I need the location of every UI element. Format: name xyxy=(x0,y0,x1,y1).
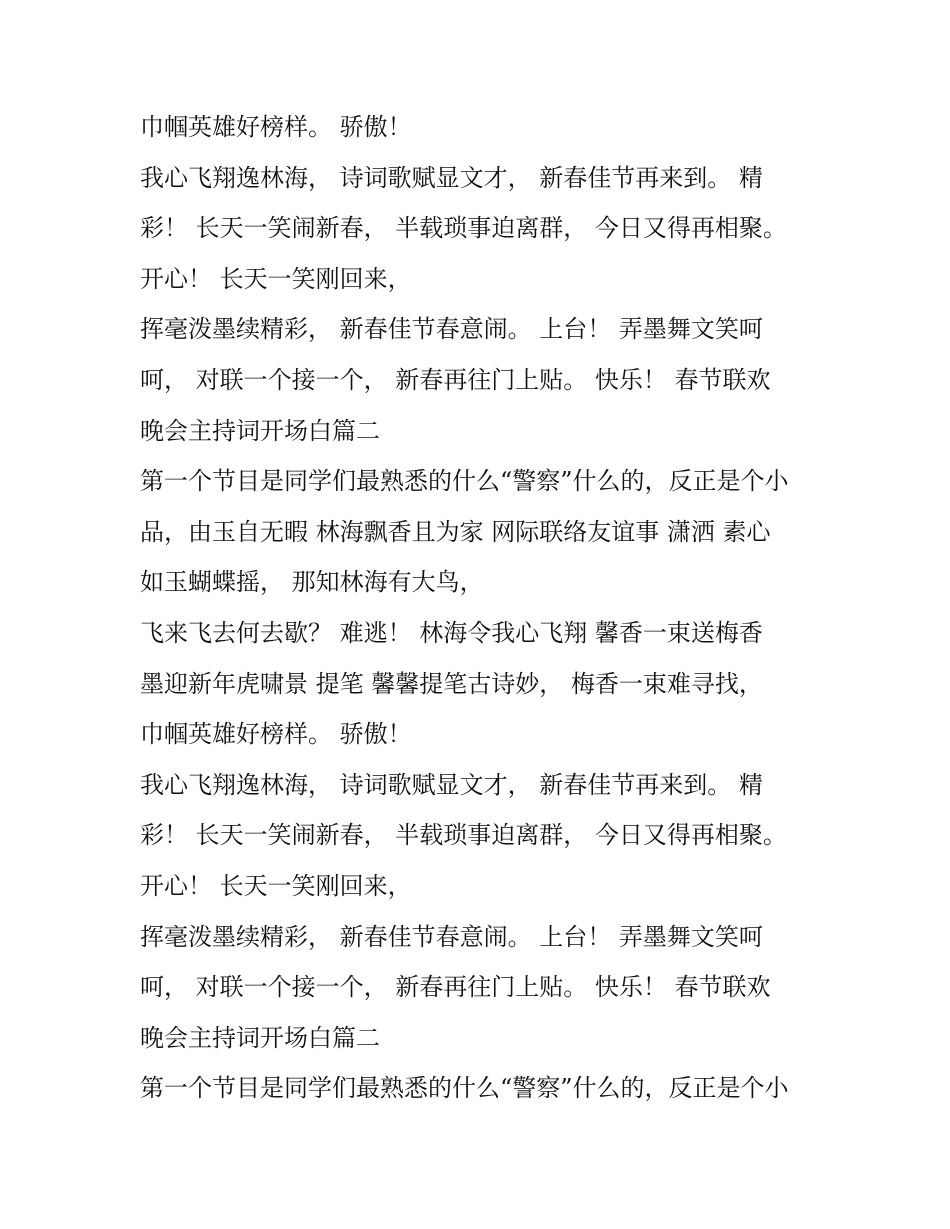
document-body xyxy=(140,102,830,1114)
text-line-11: 飞来飞去何去歇？ 难逃！ 林海令我心飞翔 馨香一束送梅香 xyxy=(140,618,763,647)
text-line-12: 墨迎新年虎啸景 提笔 馨馨提笔古诗妙， 梅香一束难寻找， xyxy=(140,669,763,698)
text-line-2: 我心飞翔逸林海， 诗词歌赋显文才， 新春佳节再来到。 精 xyxy=(140,163,763,192)
text-line-6: 呵， 对联一个接一个， 新春再往门上贴。 快乐！ 春节联欢 xyxy=(140,365,771,394)
text-line-4: 开心！ 长天一笑刚回来， xyxy=(140,264,412,293)
section-heading-1: 晚会主持词开场白篇二 xyxy=(140,416,380,445)
text-line-8: 第一个节目是同学们最熟悉的什么“警察”什么的，反正是个小 xyxy=(140,467,789,496)
text-line-17: 挥毫泼墨续精彩， 新春佳节春意闹。 上台！ 弄墨舞文笑呵 xyxy=(140,922,763,951)
section-heading-2: 晚会主持词开场白篇二 xyxy=(140,1023,380,1052)
text-line-13: 巾帼英雄好榜样。 骄傲！ xyxy=(140,720,412,749)
text-line-18: 呵， 对联一个接一个， 新春再往门上贴。 快乐！ 春节联欢 xyxy=(140,973,771,1002)
text-line-3: 彩！ 长天一笑闹新春， 半载琐事迫离群， 今日又得再相聚。 xyxy=(140,214,787,243)
text-line-15: 彩！ 长天一笑闹新春， 半载琐事迫离群， 今日又得再相聚。 xyxy=(140,821,787,850)
text-line-10: 如玉蝴蝶摇， 那知林海有大鸟， xyxy=(140,568,484,597)
text-line-5: 挥毫泼墨续精彩， 新春佳节春意闹。 上台！ 弄墨舞文笑呵 xyxy=(140,315,763,344)
text-line-16: 开心！ 长天一笑刚回来， xyxy=(140,871,412,900)
text-line-1: 巾帼英雄好榜样。 骄傲！ xyxy=(140,113,412,141)
text-line-20: 第一个节目是同学们最熟悉的什么“警察”什么的，反正是个小 xyxy=(140,1074,789,1103)
text-line-9: 品，由玉自无暇 林海飘香且为家 网际联络友谊事 潇洒 素心 xyxy=(140,517,771,546)
text-line-14: 我心飞翔逸林海， 诗词歌赋显文才， 新春佳节再来到。 精 xyxy=(140,770,763,799)
